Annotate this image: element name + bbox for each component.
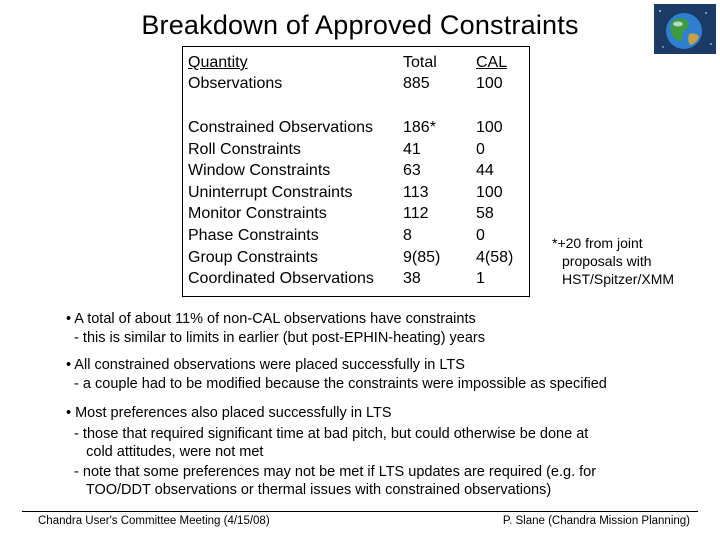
bullet-item: • A total of about 11% of non-CAL observations have constraints	[66, 311, 476, 327]
table-row-label: Phase Constraints	[188, 227, 319, 244]
table-row-total: 63	[403, 162, 421, 180]
bullet-item: • Most preferences also placed successfully in LTS	[66, 405, 392, 421]
footer-left: Chandra User's Committee Meeting (4/15/08)	[38, 515, 270, 527]
footnote	[552, 234, 674, 288]
table-row-cal: 100	[476, 183, 503, 201]
table-row-label: Monitor Constraints	[188, 205, 327, 223]
table-row-cal: 1	[476, 270, 485, 288]
bullet-subitem: - those that required significant time at bad pitch, but could otherwise be done at	[66, 426, 589, 442]
header-label-line1: Quantity	[188, 54, 248, 71]
footnote-line: proposals with	[562, 253, 652, 269]
table-row-cal: 0	[476, 227, 485, 244]
table-row-label: Window Constraints	[188, 162, 331, 180]
footnote-line: HST/Spitzer/XMM	[562, 271, 675, 287]
table-row-label: Constrained Observations	[188, 119, 373, 136]
header-cal-line1: CAL	[476, 54, 508, 71]
table-row-cal: 58	[476, 205, 494, 223]
table-row-total: 38	[403, 270, 421, 288]
table-row-total: 41	[403, 140, 421, 158]
table-row-total: 113	[403, 183, 429, 201]
table-row-cal: 44	[476, 162, 494, 180]
bullet-subitem: cold attitudes, were not met	[66, 444, 264, 460]
bullet-subitem: - note that some preferences may not be met if LTS updates are required (e.g. for	[66, 464, 597, 480]
footer-divider	[22, 511, 698, 512]
table-row-label: Uninterrupt Constraints	[188, 183, 353, 201]
table-row-total: 8	[403, 227, 412, 244]
header-total-line2: 885	[403, 75, 430, 92]
globe-logo-icon	[654, 4, 716, 54]
table-row-cal: 100	[476, 119, 503, 136]
table-row-label: Roll Constraints	[188, 140, 301, 158]
bullet-subitem: TOO/DDT observations or thermal issues with constrained observations)	[66, 482, 552, 498]
table-row-total: 9(85)	[403, 248, 441, 266]
bullet-subitem: - this is similar to limits in earlier (but post-EPHIN-heating) years	[66, 330, 486, 346]
table-row-cal: 0	[476, 140, 485, 158]
bullet-subitem: - a couple had to be modified because the constraints were impossible as specified	[66, 376, 607, 392]
bullet-item: • All constrained observations were placed successfully in LTS	[66, 357, 465, 373]
footnote-line: *+20 from joint	[552, 235, 643, 251]
table-row-total: 112	[403, 205, 429, 223]
footer-right: P. Slane (Chandra Mission Planning)	[502, 515, 690, 527]
constraints-table	[182, 46, 530, 297]
table-row-label: Coordinated Observations	[188, 270, 374, 288]
header-cal-line2: 100	[476, 75, 503, 92]
header-total-line1: Total	[403, 54, 437, 71]
table-row-label: Group Constraints	[188, 248, 318, 266]
table-row-cal: 4(58)	[476, 248, 514, 266]
header-label-line2: Observations	[188, 75, 283, 92]
slide-title: Breakdown of Approved Constraints	[141, 10, 579, 40]
table-row-total: 186*	[403, 119, 436, 136]
